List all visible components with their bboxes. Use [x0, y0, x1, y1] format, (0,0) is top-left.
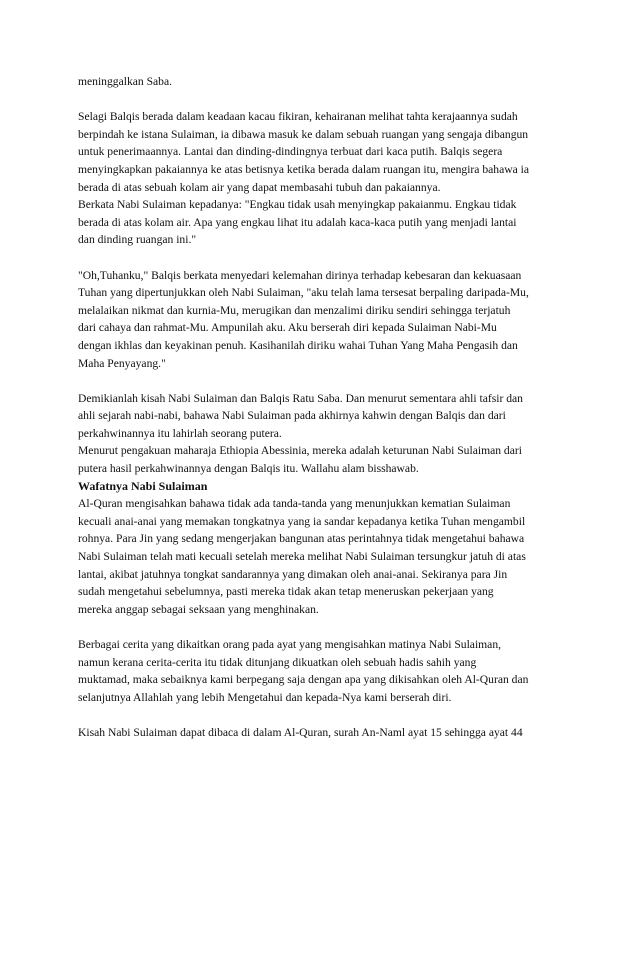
paragraph-gap	[78, 618, 568, 636]
text-line: muktamad, maka sebaiknya kami berpegang saja dengan apa yang dikisahkan oleh Al-Quran dan	[78, 673, 529, 687]
text-line: Selagi Balqis berada dalam keadaan kacau fikiran, kehairanan melihat tahta kerajaannya sudah	[78, 110, 518, 124]
text-line: dengan ikhlas dan keyakinan penuh. Kasihanilah diriku wahai Tuhan Yang Maha Pengasih dan	[78, 338, 518, 352]
section-heading: Wafatnya Nabi Sulaiman	[78, 478, 208, 493]
text-line: Maha Penyayang."	[78, 356, 166, 370]
text-line: berpindah ke istana Sulaiman, ia dibawa masuk ke dalam sebuah ruangan yang sengaja dibangun	[78, 127, 529, 141]
text-line: berada di atas kolam air. Apa yang engkau lihat itu adalah kaca-kaca putih yang menjadi lantai	[78, 215, 517, 229]
text-line: ahli sejarah nabi-nabi, bahawa Nabi Sulaiman pada akhirnya kahwin dengan Balqis dan dari	[78, 409, 506, 423]
text-line: melalaikan nikmat dan kurnia-Mu, merugikan dan menzalimi diriku sendiri sehingga terjatuh	[78, 303, 511, 317]
text-line: rohnya. Para Jin yang sedang mengerjakan bangunan atas perintahnya tidak mengetahui bahawa	[78, 532, 525, 546]
text-line: Berkata Nabi Sulaiman kepadanya: "Engkau tidak usah menyingkap pakaianmu. Engkau tidak	[78, 198, 517, 212]
text-line: berada di atas sebuah kolam air yang dapat membasahi tubuh dan pakaiannya.	[78, 180, 441, 194]
text-line: Nabi Sulaiman telah mati kecuali setelah mereka melihat Nabi Sulaiman tersungkur jatuh di atas	[78, 550, 526, 564]
paragraph-intro	[78, 73, 568, 91]
paragraph-conclusion	[78, 390, 568, 478]
text-line: putera hasil perkahwinannya dengan Balqis itu. Wallahu alam bisshawab.	[78, 462, 419, 476]
text-line: kecuali anai-anai yang memakan tongkatnya yang ia sandar kepadanya ketika Tuhan mengambil	[78, 514, 526, 528]
text-line: lantai, akibat jatuhnya tongkat sandarannya yang dimakan oleh anai-anai. Sekiranya para Jin	[78, 567, 508, 581]
text-line: dari cahaya dan rahmat-Mu. Ampunilah aku. Aku berserah diri kepada Sulaiman Nabi-Mu	[78, 321, 497, 335]
text-line: dan dinding ruangan ini."	[78, 233, 197, 247]
text-line: perkahwinannya itu lahirlah seorang putera.	[78, 426, 282, 440]
text-line: meninggalkan Saba.	[78, 75, 173, 88]
text-line: Kisah Nabi Sulaiman dapat dibaca di dalam Al-Quran, surah An-Naml ayat 15 sehingga ayat 44	[78, 725, 523, 739]
paragraph-gap	[78, 249, 568, 267]
paragraph-stories	[78, 636, 568, 706]
paragraph-gap	[78, 372, 568, 390]
text-line: namun kerana cerita-cerita itu tidak ditunjang dikuatkan oleh sebuah hadis sahih yang	[78, 655, 477, 669]
text-line: Demikianlah kisah Nabi Sulaiman dan Balqis Ratu Saba. Dan menurut sementara ahli tafsir dan	[78, 391, 523, 405]
text-line: "Oh,Tuhanku," Balqis berkata menyedari kelemahan dirinya terhadap kebesaran dan kekuasaan	[78, 268, 522, 282]
paragraph-gap	[78, 91, 568, 109]
paragraph-balqis-prayer	[78, 267, 568, 373]
text-line: menyingkapkan pakaiannya ke atas betisnya ketika berada dalam ruangan itu, mengira bahawa ia	[78, 162, 530, 176]
paragraph-gap	[78, 706, 568, 724]
text-line: Tuhan yang dipertunjukkan oleh Nabi Sulaiman, "aku telah lama tersesat berpaling daripada-Mu,	[78, 286, 529, 300]
text-line: Berbagai cerita yang dikaitkan orang pada ayat yang mengisahkan matinya Nabi Sulaiman,	[78, 638, 502, 651]
document-body	[78, 73, 568, 742]
text-line: Menurut pengakuan maharaja Ethiopia Abessinia, mereka adalah keturunan Nabi Sulaiman dari	[78, 444, 522, 458]
text-line: sudah mengetahui sebelumnya, pasti mereka tidak akan tetap meneruskan pekerjaan yang	[78, 585, 494, 599]
paragraph-balqis-arrives	[78, 108, 568, 249]
text-line: Al-Quran mengisahkan bahawa tidak ada tanda-tanda yang menunjukkan kematian Sulaiman	[78, 497, 511, 511]
paragraph-death	[78, 495, 568, 618]
text-line: mereka anggap sebagai seksaan yang menghinakan.	[78, 602, 319, 616]
text-line: selanjutnya Allahlah yang lebih Mengetahui dan kepada-Nya kami berserah diri.	[78, 690, 452, 704]
paragraph-reference	[78, 724, 568, 742]
text-line: untuk penerimaannya. Lantai dan dinding-dindingnya terbuat dari kaca putih. Balqis segera	[78, 145, 503, 159]
